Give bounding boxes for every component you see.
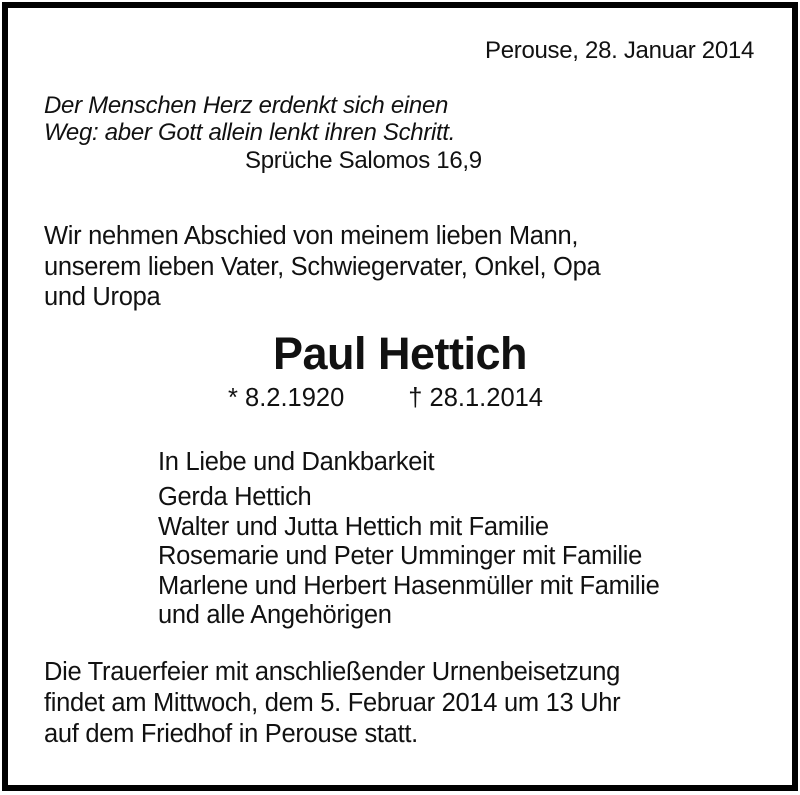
closing-phrase: In Liebe und Dankbarkeit — [158, 448, 435, 476]
bible-quote-line: Weg: aber Gott allein lenkt ihren Schritt. — [44, 119, 456, 146]
mourner-item: Walter und Jutta Hettich mit Familie — [158, 512, 549, 541]
mourner-item: und alle Angehörigen — [158, 601, 392, 629]
farewell-intro-line: Wir nehmen Abschied von meinem lieben Mann, — [44, 222, 579, 250]
farewell-intro-line: unserem lieben Vater, Schwiegervater, Onkel, Opa — [44, 252, 601, 281]
farewell-intro — [44, 221, 600, 313]
bible-quote — [44, 92, 455, 146]
mourner-item: Marlene und Herbert Hasenmüller mit Familie — [158, 571, 660, 600]
funeral-details — [44, 657, 620, 750]
farewell-intro-line: und Uropa — [44, 283, 161, 311]
funeral-details-line: findet am Mittwoch, dem 5. Februar 2014 um 13 Uhr — [44, 689, 621, 717]
bible-quote-source: Sprüche Salomos 16,9 — [245, 147, 482, 174]
funeral-details-line: auf dem Friedhof in Perouse statt. — [44, 720, 418, 748]
mourner-item: Rosemarie und Peter Umminger mit Familie — [158, 542, 642, 570]
birth-date: * 8.2.1920 — [228, 384, 345, 412]
bible-quote-line: Der Menschen Herz erdenkt sich einen — [44, 92, 449, 119]
mourners-list — [158, 483, 660, 631]
deceased-name: Paul Hettich — [272, 328, 528, 379]
mourner-item: Gerda Hettich — [158, 483, 312, 511]
life-dates — [228, 383, 543, 413]
funeral-details-line: Die Trauerfeier mit anschließender Urnenbeisetzung — [44, 658, 621, 686]
place-date: Perouse, 28. Januar 2014 — [485, 37, 754, 64]
death-date: † 28.1.2014 — [408, 384, 543, 412]
